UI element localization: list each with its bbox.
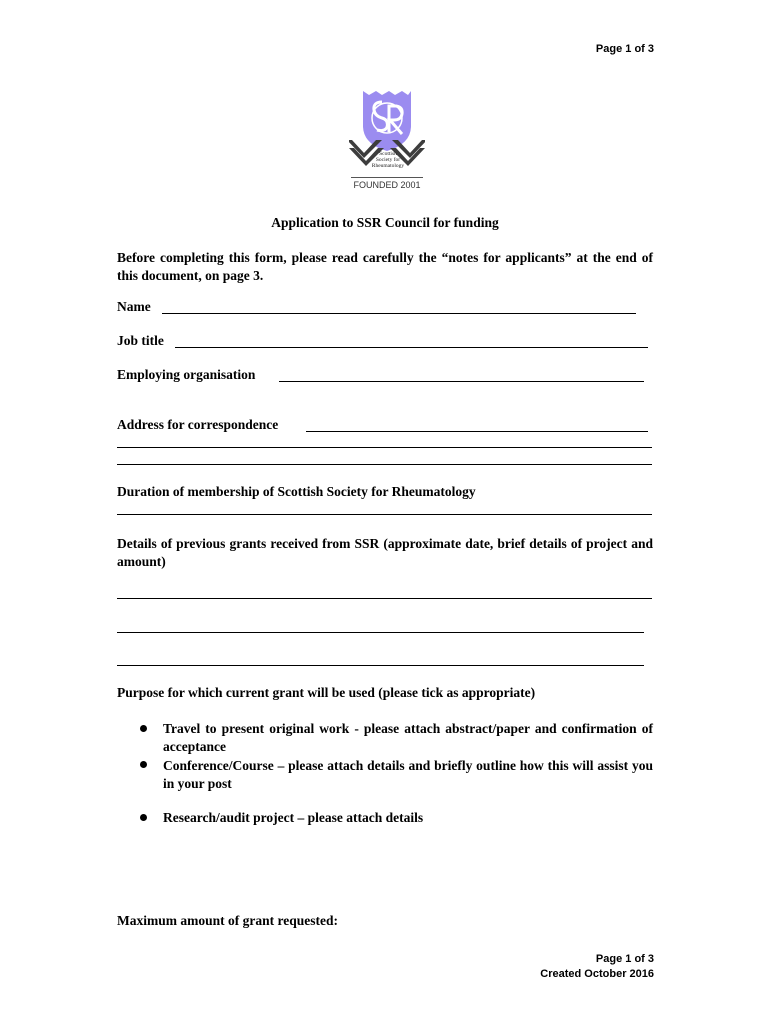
ssr-logo: [349, 88, 425, 196]
bullet-icon: [140, 761, 147, 768]
logo-divider: [351, 177, 423, 178]
purpose-option-research[interactable]: Research/audit project – please attach details: [163, 810, 424, 825]
address-field-line-2[interactable]: [117, 447, 652, 448]
address-label: Address for correspondence: [117, 417, 279, 432]
job-title-label: Job title: [117, 333, 164, 348]
address-field-line-1[interactable]: [306, 431, 648, 432]
purpose-label: Purpose for which current grant will be used (please tick as appropriate): [117, 685, 536, 700]
previous-grants-label: Details of previous grants received from SSR (approximate date, brief details of project and amount): [117, 536, 653, 569]
address-field-line-3[interactable]: [117, 464, 652, 465]
footer-page-indicator: Page 1 of 3: [595, 953, 654, 965]
footer-created-date: Created October 2016: [540, 968, 654, 980]
previous-grants-line-1[interactable]: [117, 598, 652, 599]
bullet-icon: [140, 725, 147, 732]
form-title: Application to SSR Council for funding: [271, 215, 499, 230]
bullet-icon: [140, 814, 147, 821]
logo-society-text: Scottish Society for Rheumatology: [371, 151, 405, 169]
previous-grants-line-2[interactable]: [117, 632, 644, 633]
purpose-option-conference[interactable]: Conference/Course – please attach details and briefly outline how this will assist you in your post: [163, 758, 653, 791]
employing-org-label: Employing organisation: [117, 367, 256, 382]
purpose-option-travel[interactable]: Travel to present original work - please attach abstract/paper and confirmation of acceptance: [163, 721, 653, 754]
membership-field-line[interactable]: [117, 514, 652, 515]
name-label: Name: [117, 299, 151, 314]
previous-grants-line-3[interactable]: [117, 665, 644, 666]
header-page-indicator: Page 1 of 3: [595, 43, 654, 55]
form-intro: Before completing this form, please read carefully the “notes for applicants” at the end of this document, on page 3.: [117, 250, 653, 283]
job-title-field-line[interactable]: [175, 347, 648, 348]
logo-founded: FOUNDED 2001: [353, 180, 421, 190]
name-field-line[interactable]: [162, 313, 636, 314]
max-amount-label: Maximum amount of grant requested:: [117, 913, 338, 928]
employing-org-field-line[interactable]: [279, 381, 644, 382]
membership-label: Duration of membership of Scottish Society for Rheumatology: [117, 484, 476, 499]
